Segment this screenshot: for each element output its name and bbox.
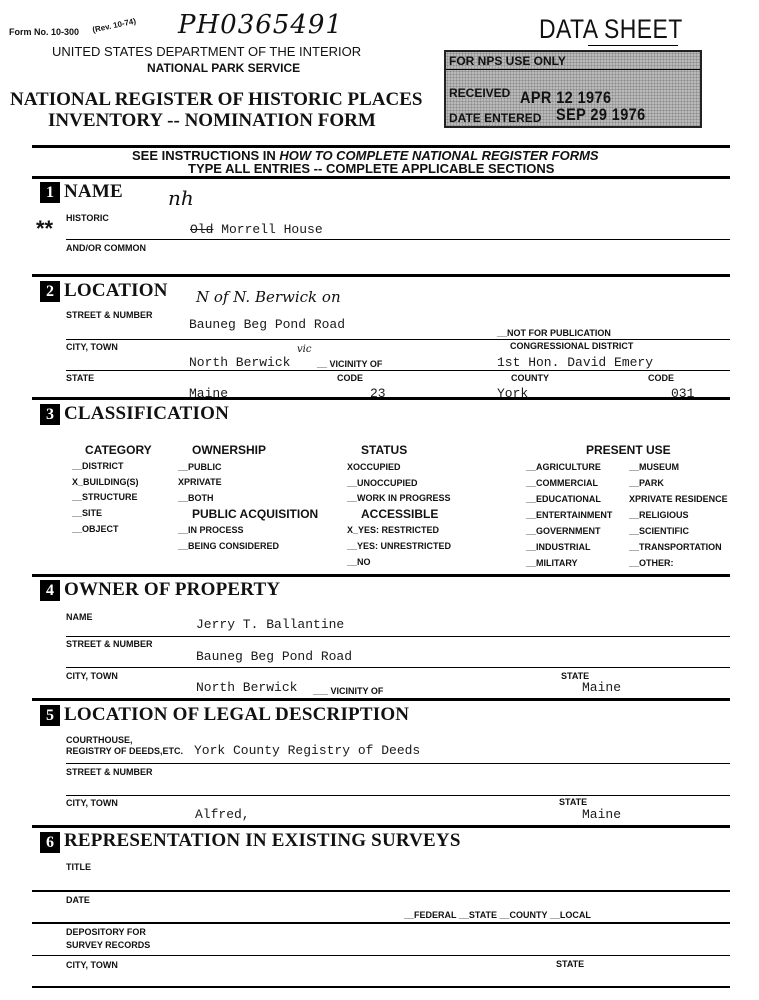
vicinity-mark: vic: [297, 344, 312, 355]
category-object[interactable]: __OBJECT: [72, 524, 119, 534]
category-header: CATEGORY: [85, 443, 152, 457]
city-underline: [66, 370, 730, 371]
legal-city-value[interactable]: Alfred,: [195, 807, 250, 822]
county-label: COUNTY: [511, 373, 549, 383]
nps-box-divider: [446, 69, 700, 70]
section-2-number: 2: [40, 281, 60, 302]
category-structure[interactable]: __STRUCTURE: [72, 492, 138, 502]
vicinity-of-label[interactable]: __ VICINITY OF: [317, 359, 383, 369]
category-district[interactable]: __DISTRICT: [72, 461, 124, 471]
section-2-title: LOCATION: [64, 280, 168, 301]
date-entered-value: SEP 29 1976: [556, 105, 646, 124]
use-commercial[interactable]: __COMMERCIAL: [526, 478, 599, 488]
form-title-line2: INVENTORY -- NOMINATION FORM: [48, 110, 376, 131]
handwritten-location-note: N of N. Berwick on: [196, 288, 341, 306]
margin-asterisks: **: [36, 216, 54, 241]
historic-name-value: Morrell House: [213, 222, 323, 237]
section-1-rule: [32, 274, 730, 277]
data-sheet-label: DATA SHEET: [539, 14, 683, 44]
legal-state-value[interactable]: Maine: [582, 807, 622, 822]
acquisition-in-process[interactable]: __IN PROCESS: [178, 525, 244, 535]
present-use-header: PRESENT USE: [586, 443, 671, 457]
registry-underline: [66, 763, 730, 764]
depository-label-1: DEPOSITORY FOR: [66, 927, 146, 937]
not-for-publication[interactable]: __NOT FOR PUBLICATION: [497, 328, 611, 338]
owner-name-value[interactable]: Jerry T. Ballantine: [196, 617, 345, 632]
section-4-rule: [32, 698, 730, 701]
registry-value[interactable]: York County Registry of Deeds: [194, 743, 421, 758]
nps-use-box: [444, 50, 702, 128]
access-unrestricted[interactable]: __YES: UNRESTRICTED: [347, 541, 452, 551]
data-sheet-underline: [588, 45, 678, 46]
ownership-header: OWNERSHIP: [192, 443, 267, 457]
ownership-private[interactable]: XPRIVATE: [178, 477, 222, 487]
use-government[interactable]: __GOVERNMENT: [526, 526, 601, 536]
state-code-value[interactable]: 23: [370, 386, 386, 397]
survey-levels[interactable]: __FEDERAL __STATE __COUNTY __LOCAL: [404, 910, 591, 920]
owner-state-label: STATE: [561, 671, 590, 681]
state-row-clip: [0, 383, 759, 397]
congressional-district-label: CONGRESSIONAL DISTRICT: [510, 341, 634, 351]
courthouse-label: COURTHOUSE,: [66, 735, 133, 745]
use-park[interactable]: __PARK: [629, 478, 664, 488]
state-code-label: CODE: [337, 373, 364, 383]
section-2-rule: [32, 397, 730, 400]
nps-use-label: FOR NPS USE ONLY: [449, 54, 566, 68]
owner-name-underline: [66, 636, 730, 637]
owner-street-value[interactable]: Bauneg Beg Pond Road: [196, 649, 353, 664]
form-title-line1: NATIONAL REGISTER OF HISTORIC PLACES: [10, 89, 423, 110]
type-all-entries: TYPE ALL ENTRIES -- COMPLETE APPLICABLE SECTIONS: [188, 161, 555, 176]
received-date: APR 12 1976: [520, 88, 612, 107]
section-3-rule: [32, 574, 730, 577]
status-unoccupied[interactable]: __UNOCCUPIED: [347, 478, 418, 488]
state-value[interactable]: Maine: [189, 386, 229, 397]
section-1-title: NAME: [64, 181, 123, 202]
access-no[interactable]: __NO: [347, 557, 371, 567]
acquisition-being-considered[interactable]: __BEING CONSIDERED: [178, 541, 280, 551]
owner-name-label: NAME: [66, 612, 93, 622]
legal-city-label: CITY, TOWN: [66, 798, 118, 808]
historic-underline: [66, 239, 730, 240]
handwritten-id: PH0365491: [178, 10, 343, 40]
survey-date-label: DATE: [66, 895, 90, 905]
ownership-both[interactable]: __BOTH: [178, 493, 214, 503]
state-label: STATE: [66, 373, 95, 383]
survey-title-label: TITLE: [66, 862, 91, 872]
form-revision: (Rev. 10-74): [91, 16, 137, 35]
county-value[interactable]: York: [497, 386, 529, 397]
section-4-number: 4: [40, 580, 60, 601]
status-header: STATUS: [361, 443, 408, 457]
owner-state-value[interactable]: Maine: [582, 680, 622, 695]
use-private-residence[interactable]: XPRIVATE RESIDENCE: [629, 494, 728, 504]
congressional-district-value[interactable]: 1st Hon. David Emery: [497, 355, 654, 370]
section-5-rule: [32, 825, 730, 828]
use-military[interactable]: __MILITARY: [526, 558, 578, 568]
access-restricted[interactable]: X_YES: RESTRICTED: [347, 525, 440, 535]
owner-street-label: STREET & NUMBER: [66, 639, 153, 649]
category-building[interactable]: X_BUILDING(S): [72, 477, 139, 487]
section-3-title: CLASSIFICATION: [64, 403, 230, 424]
legal-state-label: STATE: [559, 797, 588, 807]
use-scientific[interactable]: __SCIENTIFIC: [629, 526, 690, 536]
handwritten-note-nh: nh: [168, 186, 194, 210]
owner-vicinity-of[interactable]: ___ VICINITY OF: [313, 686, 384, 696]
use-museum[interactable]: __MUSEUM: [629, 462, 680, 472]
city-town-label: CITY, TOWN: [66, 342, 118, 352]
survey-title-underline: [32, 890, 730, 892]
owner-city-value[interactable]: North Berwick: [196, 680, 298, 695]
section-5-title: LOCATION OF LEGAL DESCRIPTION: [64, 704, 410, 725]
use-entertainment[interactable]: __ENTERTAINMENT: [526, 510, 613, 520]
date-entered-label: DATE ENTERED: [449, 111, 542, 125]
registry-label: REGISTRY OF DEEDS,ETC.: [66, 746, 184, 756]
section-4-title: OWNER OF PROPERTY: [64, 579, 281, 600]
section-6-number: 6: [40, 832, 60, 853]
service-name: NATIONAL PARK SERVICE: [147, 61, 301, 75]
use-religious[interactable]: __RELIGIOUS: [629, 510, 689, 520]
use-transportation[interactable]: __TRANSPORTATION: [629, 542, 722, 552]
common-name-label: AND/OR COMMON: [66, 243, 146, 253]
instructions-manual: HOW TO COMPLETE NATIONAL REGISTER FORMS: [279, 148, 599, 163]
instructions-rule: [32, 176, 730, 179]
owner-city-label: CITY, TOWN: [66, 671, 118, 681]
category-site[interactable]: __SITE: [72, 508, 103, 518]
page-bottom-rule: [32, 986, 730, 988]
use-other[interactable]: __OTHER:: [629, 558, 674, 568]
instructions-prefix: SEE INSTRUCTIONS IN: [132, 148, 280, 163]
use-educational[interactable]: __EDUCATIONAL: [526, 494, 601, 504]
accessible-header: ACCESSIBLE: [361, 507, 439, 521]
received-label: RECEIVED: [449, 86, 511, 100]
survey-date-underline: [32, 922, 730, 924]
street-underline: [66, 339, 730, 340]
ownership-public[interactable]: __PUBLIC: [178, 462, 222, 472]
department-name: UNITED STATES DEPARTMENT OF THE INTERIOR: [52, 44, 362, 59]
survey-state-label: STATE: [556, 959, 585, 969]
legal-street-underline: [66, 795, 730, 796]
historic-name-field[interactable]: [190, 222, 323, 237]
county-code-label: CODE: [648, 373, 675, 383]
survey-city-label: CITY, TOWN: [66, 960, 118, 970]
depository-label-2: SURVEY RECORDS: [66, 940, 151, 950]
use-industrial[interactable]: __INDUSTRIAL: [526, 542, 591, 552]
section-3-number: 3: [40, 404, 60, 425]
section-6-title: REPRESENTATION IN EXISTING SURVEYS: [64, 830, 461, 851]
historic-name-struck: Old: [190, 222, 214, 237]
depository-underline: [32, 955, 730, 956]
form-number: Form No. 10-300: [9, 27, 80, 37]
section-1-number: 1: [40, 182, 60, 203]
county-code-value[interactable]: 031: [671, 386, 695, 397]
owner-street-underline: [66, 667, 730, 668]
legal-street-label: STREET & NUMBER: [66, 767, 153, 777]
section-5-number: 5: [40, 705, 60, 726]
status-work-in-progress[interactable]: __WORK IN PROGRESS: [347, 493, 451, 503]
use-agriculture[interactable]: __AGRICULTURE: [526, 462, 601, 472]
public-acquisition-header: PUBLIC ACQUISITION: [192, 507, 319, 521]
status-occupied[interactable]: XOCCUPIED: [347, 462, 401, 472]
historic-label: HISTORIC: [66, 213, 109, 223]
street-label: STREET & NUMBER: [66, 310, 153, 320]
street-value[interactable]: Bauneg Beg Pond Road: [189, 317, 346, 332]
city-value[interactable]: North Berwick: [189, 355, 291, 370]
